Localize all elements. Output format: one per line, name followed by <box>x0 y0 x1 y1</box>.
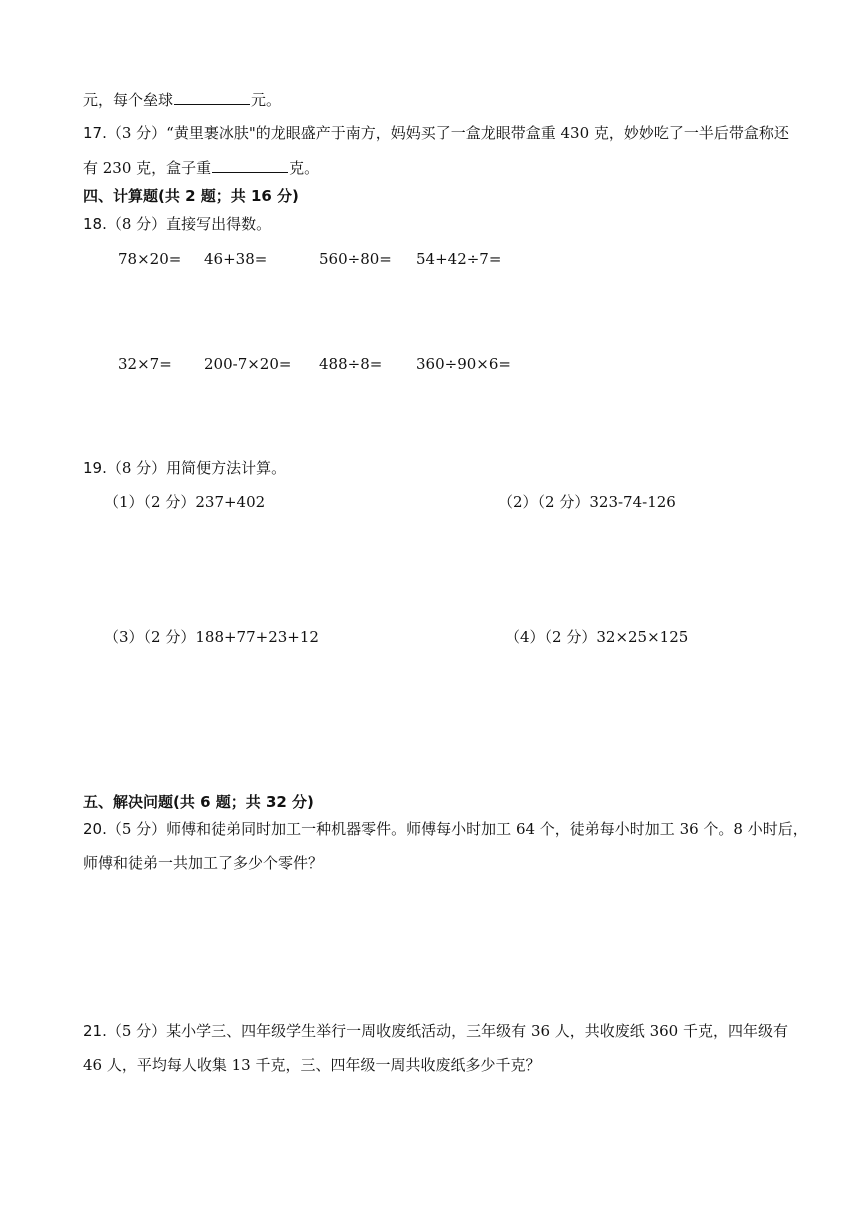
q20-number: 20. <box>83 820 107 838</box>
q18-expr: 54+42÷7= <box>416 250 502 268</box>
q19-subitem: （4）（2 分）32×25×125 <box>505 628 689 646</box>
q21-text: 某小学三、四年级学生举行一周收废纸活动，三年级有 36 人，共收废纸 360 千克，四年级有 <box>166 1022 788 1040</box>
q18-expr: 560÷80= <box>319 250 392 268</box>
q17-line2 <box>83 156 319 179</box>
q21-line2: 46 人，平均每人收集 13 千克，三、四年级一周共收废纸多少千克？ <box>83 1056 541 1074</box>
q21-line1 <box>83 1020 788 1042</box>
q21-score: （5 分） <box>106 1022 167 1040</box>
q17-text-pre: 有 230 克，盒子重 <box>83 159 212 177</box>
q16-answer-blank[interactable] <box>174 88 250 105</box>
q18-expr: 32×7= <box>118 355 172 373</box>
q17-line1 <box>83 122 789 144</box>
q21-number: 21. <box>83 1022 107 1040</box>
q17-text: “黄里裹冰肤"的龙眼盛产于南方，妈妈买了一盒龙眼带盒重 430 克，妙妙吃了一半后带盒称还 <box>166 124 789 142</box>
q19-prompt: 用简便方法计算。 <box>166 459 287 477</box>
q20-line2: 师傅和徒弟一共加工了多少个零件？ <box>83 854 324 872</box>
q18-expr: 488÷8= <box>319 355 383 373</box>
q20-text: 师傅和徒弟同时加工一种机器零件。师傅每小时加工 64 个，徒弟每小时加工 36 个。8 小时后， <box>166 820 808 838</box>
q18-prompt: 直接写出得数。 <box>166 215 272 233</box>
q17-text-post: 克。 <box>289 159 320 177</box>
q19-score: （8 分） <box>106 459 167 477</box>
q18-score: （8 分） <box>106 215 167 233</box>
section4-heading: 四、计算题(共 2 题；共 16 分) <box>83 187 299 205</box>
section5-heading: 五、解决问题(共 6 题；共 32 分) <box>83 793 314 811</box>
q19-subitem: （3）（2 分）188+77+23+12 <box>104 628 319 646</box>
q18-expr: 200-7×20= <box>204 355 292 373</box>
q16-text-pre: 元，每个垒球 <box>83 91 174 109</box>
q19-subitem: （1）（2 分）237+402 <box>104 493 266 511</box>
q16-text-post: 元。 <box>251 91 282 109</box>
q17-number: 17. <box>83 124 107 142</box>
q18-expr: 78×20= <box>118 250 182 268</box>
q18-number: 18. <box>83 215 107 233</box>
q18-expr: 360÷90×6= <box>416 355 511 373</box>
q19-subitem: （2）（2 分）323-74-126 <box>498 493 676 511</box>
q18-header <box>83 213 271 235</box>
q20-score: （5 分） <box>106 820 167 838</box>
q20-line1 <box>83 818 808 840</box>
q17-answer-blank[interactable] <box>212 156 288 173</box>
q19-number: 19. <box>83 459 107 477</box>
q19-header <box>83 457 286 479</box>
q16-continuation <box>83 88 281 111</box>
q17-score: （3 分） <box>106 124 167 142</box>
q18-expr: 46+38= <box>204 250 268 268</box>
